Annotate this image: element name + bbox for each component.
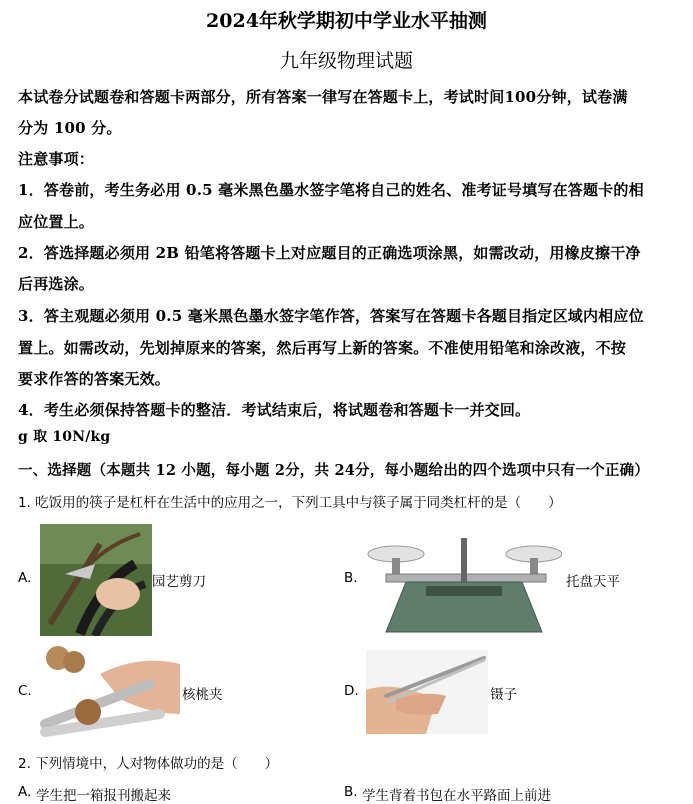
- option-b-letter: B.: [344, 570, 358, 586]
- option-a-label: 园艺剪刀: [152, 574, 206, 590]
- q2-option-b-label: 学生背着书包在水平路面上前进: [362, 788, 551, 804]
- intro-line-2: 分为 100 分。: [18, 119, 122, 137]
- question-2-stem: 2. 下列情境中，人对物体做功的是（ ）: [18, 756, 279, 772]
- g-value-note: g 取 10N/kg: [18, 429, 111, 445]
- garden-shears-image: [40, 524, 152, 636]
- option-c-letter: C.: [18, 683, 32, 699]
- tweezers-image: [366, 650, 488, 734]
- notice-2b: 后再选涂。: [18, 275, 95, 293]
- question-1-stem: 1. 吃饭用的筷子是杠杆在生活中的应用之一，下列工具中与筷子属于同类杠杆的是（ ）: [18, 495, 562, 511]
- q2-option-b-letter: B.: [344, 784, 358, 800]
- notice-1a: 1．答卷前，考生务必用 0.5 毫米黑色墨水签字笔将自己的姓名、准考证号填写在答题卡的相: [18, 181, 644, 199]
- nutcracker-image: [40, 644, 180, 740]
- intro-line-1: 本试卷分试题卷和答题卡两部分，所有答案一律写在答题卡上，考试时间100分钟，试卷满: [18, 88, 628, 106]
- q2-option-a-letter: A.: [18, 784, 32, 800]
- balance-scale-image: [366, 524, 562, 636]
- option-b-label: 托盘天平: [566, 574, 620, 590]
- option-d-label: 镊子: [490, 687, 517, 703]
- notice-3a: 3．答主观题必须用 0.5 毫米黑色墨水签字笔作答，答案写在答题卡各题目指定区域内相应位: [18, 307, 644, 325]
- exam-subtitle: 九年级物理试题: [279, 50, 413, 72]
- option-c-label: 核桃夹: [182, 687, 223, 703]
- option-d-letter: D.: [344, 683, 359, 699]
- exam-title: 2024年秋学期初中学业水平抽测: [206, 10, 487, 32]
- option-a-letter: A.: [18, 570, 32, 586]
- notice-1b: 应位置上。: [18, 213, 95, 231]
- notice-2a: 2．答选择题必须用 2B 铅笔将答题卡上对应题目的正确选项涂黑，如需改动，用橡皮擦干净: [18, 244, 641, 262]
- notice-title: 注意事项：: [18, 150, 95, 168]
- notice-4: 4．考生必须保持答题卡的整洁．考试结束后，将试题卷和答题卡一并交回。: [18, 401, 531, 419]
- section-heading: 一、选择题（本题共 12 小题，每小题 2分，共 24分，每小题给出的四个选项中只有一个正确）: [18, 462, 650, 479]
- q2-option-a-label: 学生把一箱报刊搬起来: [36, 788, 171, 804]
- notice-3b: 置上。如需改动，先划掉原来的答案，然后再写上新的答案。不准使用铅笔和涂改液，不按: [18, 339, 627, 357]
- notice-3c: 要求作答的答案无效。: [18, 370, 171, 388]
